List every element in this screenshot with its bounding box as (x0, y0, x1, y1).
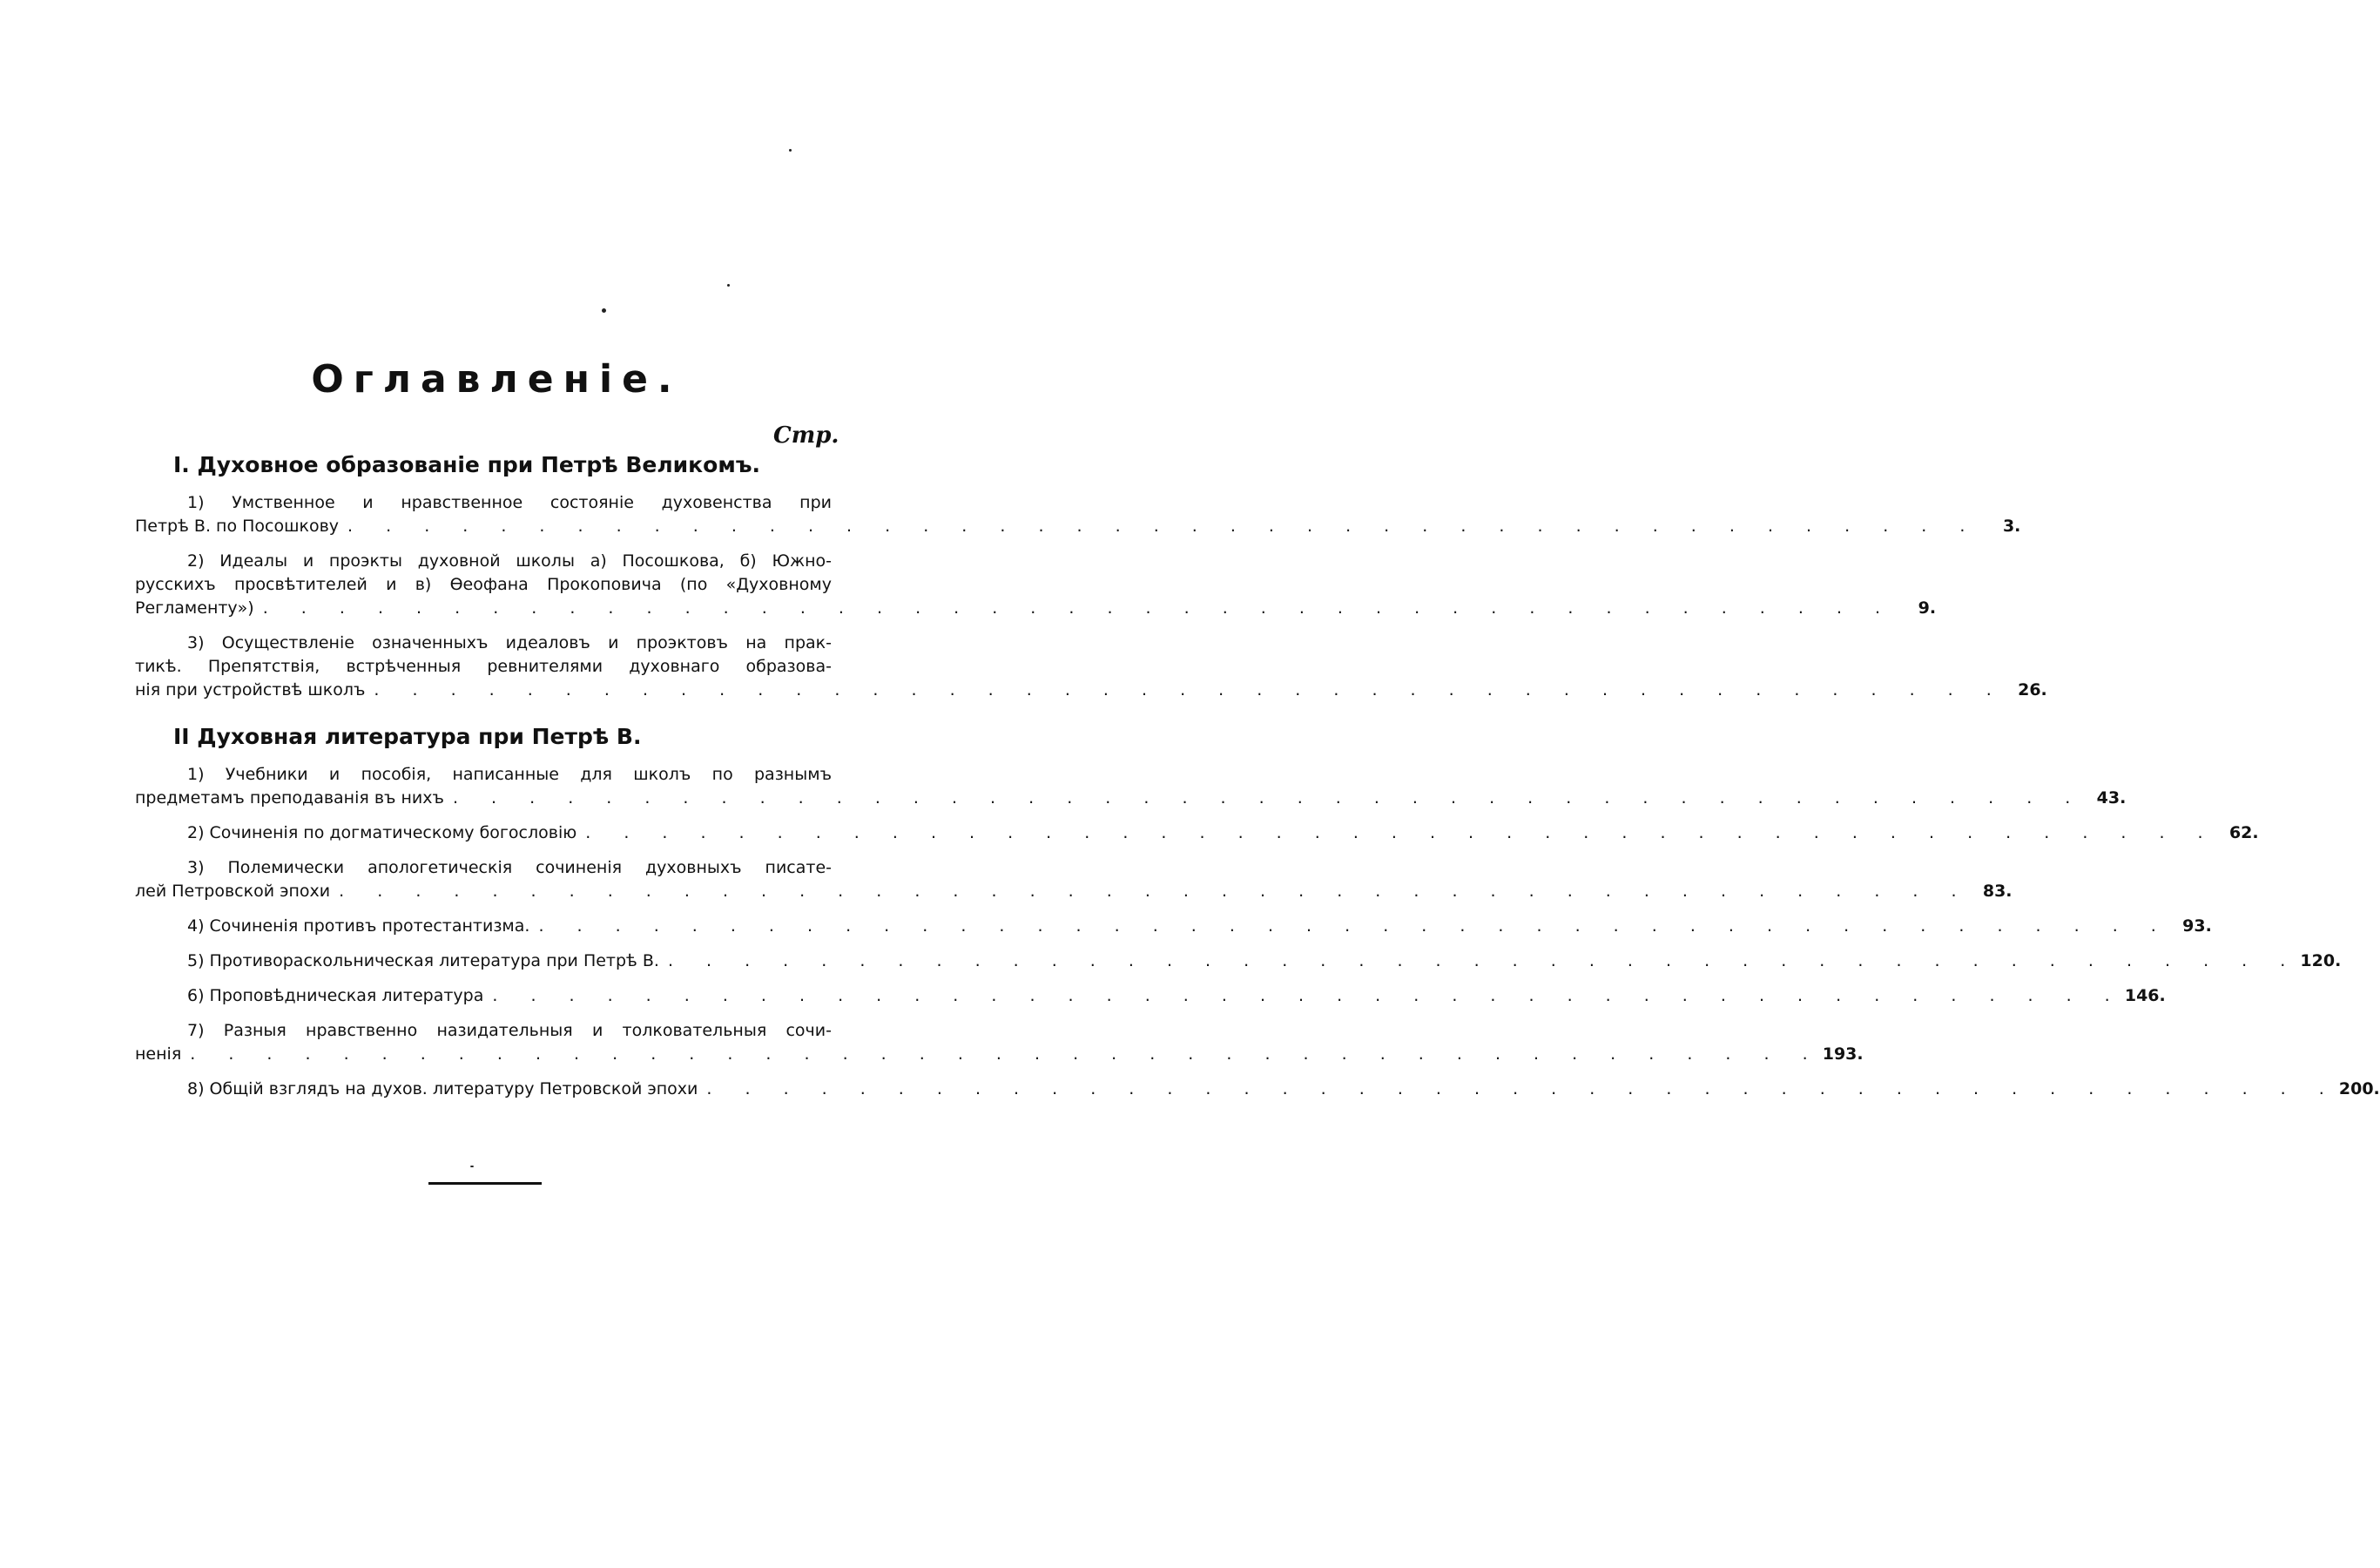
toc-entry (135, 984, 2166, 1008)
leader-dots (181, 1043, 1821, 1066)
leader-dots (444, 787, 2084, 810)
page-number: 193. (1822, 1044, 1864, 1064)
leader-dots (698, 1078, 2337, 1101)
toc-entry-text: 6) Проповѣдническая литература (187, 986, 484, 1005)
toc-entry-line (135, 679, 2047, 702)
leader-dots (339, 515, 1979, 538)
page-number: 93. (2182, 916, 2212, 936)
toc-entry-text: ненія (135, 1044, 182, 1064)
leader-dots (576, 821, 2216, 845)
toc-entry-text: 7) Разныя нравственно назидательныя и толковательныя сочи- (187, 1021, 832, 1040)
toc-entry-line (135, 950, 2342, 973)
toc-entry-text: 8) Общій взглядъ на духов. литературу Петровской эпохи (187, 1079, 698, 1098)
page-number: 200. (2338, 1079, 2380, 1098)
leader-dots (483, 984, 2123, 1008)
page-number: 43. (2096, 788, 2127, 808)
toc-entry-text: 1) Умственное и нравственное состояніе духовенства при (187, 493, 832, 512)
leader-dots (529, 915, 2169, 938)
toc-entry-text: предметамъ преподаванія въ нихъ (135, 788, 444, 808)
toc-entry-text: нія при устройствѣ школъ (135, 680, 366, 700)
toc-entry-line (135, 632, 832, 655)
toc-entry (135, 915, 2212, 938)
toc-entry (135, 763, 2127, 810)
section-heading: II Духовная литература при Петрѣ В. (173, 724, 642, 749)
toc-entry-line (135, 597, 1937, 620)
ink-speck (727, 284, 730, 287)
page-column-label: Стр. (773, 422, 839, 449)
toc-entry-line (135, 1019, 832, 1043)
toc-entry-line (135, 880, 2013, 903)
toc-entry (135, 1019, 1864, 1066)
ink-speck (470, 1166, 474, 1167)
toc-entry-text: лей Петровской эпохи (135, 882, 331, 901)
page-number: 83. (1982, 882, 2013, 901)
ink-speck (789, 149, 792, 152)
leader-dots (659, 950, 2299, 973)
toc-entry-line (135, 573, 832, 597)
page-number: 26. (2018, 680, 2047, 700)
toc-entry-text: Петрѣ В. по Посошкову (135, 517, 340, 536)
toc-entry-line (135, 915, 2212, 938)
toc-entry (135, 491, 2021, 538)
toc-entry-text: Регламенту») (135, 598, 254, 618)
toc-entry (135, 550, 1937, 620)
toc-entry-text: русскихъ просвѣтителей и в) Өеофана Прокоповича (по «Духовному (135, 575, 832, 594)
toc-entry-text: 1) Учебники и пособія, написанные для школъ по разнымъ (187, 765, 832, 784)
leader-dots (330, 880, 1970, 903)
toc-entry-text: 2) Сочиненія по догматическому богословію (187, 823, 577, 842)
closing-rule (428, 1182, 542, 1185)
page-number: 62. (2228, 823, 2259, 842)
toc-entry-line (135, 763, 832, 787)
toc-entry-text: 3) Полемически апологетическія сочиненія духовныхъ писате- (187, 858, 832, 877)
toc-entry-line (135, 1078, 2380, 1101)
toc-entry-line (135, 1043, 1864, 1066)
toc-entry-line (135, 984, 2166, 1008)
toc-entry-line (135, 655, 832, 679)
toc-entry-line (135, 787, 2127, 810)
toc-entry (135, 856, 2013, 903)
toc-entry-line (135, 856, 832, 880)
page-number: 120. (2300, 951, 2342, 970)
toc-entry-line (135, 821, 2259, 845)
ink-speck (602, 308, 606, 313)
toc-entry (135, 821, 2259, 845)
page-number: 3. (2002, 517, 2021, 536)
toc-entry (135, 1078, 2380, 1101)
toc-entry-text: тикѣ. Препятствія, встрѣченныя ревнителями духовнаго образова- (135, 657, 832, 676)
page-number: 146. (2124, 986, 2166, 1005)
toc-entry-text: 4) Сочиненія противъ протестантизма. (187, 916, 530, 936)
toc-entry-line (135, 515, 2021, 538)
toc-entry-line (135, 491, 832, 515)
toc-entry-text: 2) Идеалы и проэкты духовной школы а) Посошкова, б) Южно- (187, 551, 832, 571)
leader-dots (365, 679, 2005, 702)
page-title: Оглавленіе. (311, 357, 682, 402)
toc-entry (135, 632, 2047, 702)
toc-entry-text: 3) Осуществленіе означенныхъ идеаловъ и проэктовъ на прак- (187, 633, 832, 652)
toc-entry (135, 950, 2342, 973)
table-of-contents (135, 449, 2380, 1112)
toc-entry-text: 5) Противораскольническая литература при Петрѣ В. (187, 951, 659, 970)
toc-entry-line (135, 550, 832, 573)
leader-dots (254, 597, 1894, 620)
section-heading: I. Духовное образованіе при Петрѣ Великомъ. (173, 452, 761, 477)
page-number: 9. (1918, 598, 1937, 618)
